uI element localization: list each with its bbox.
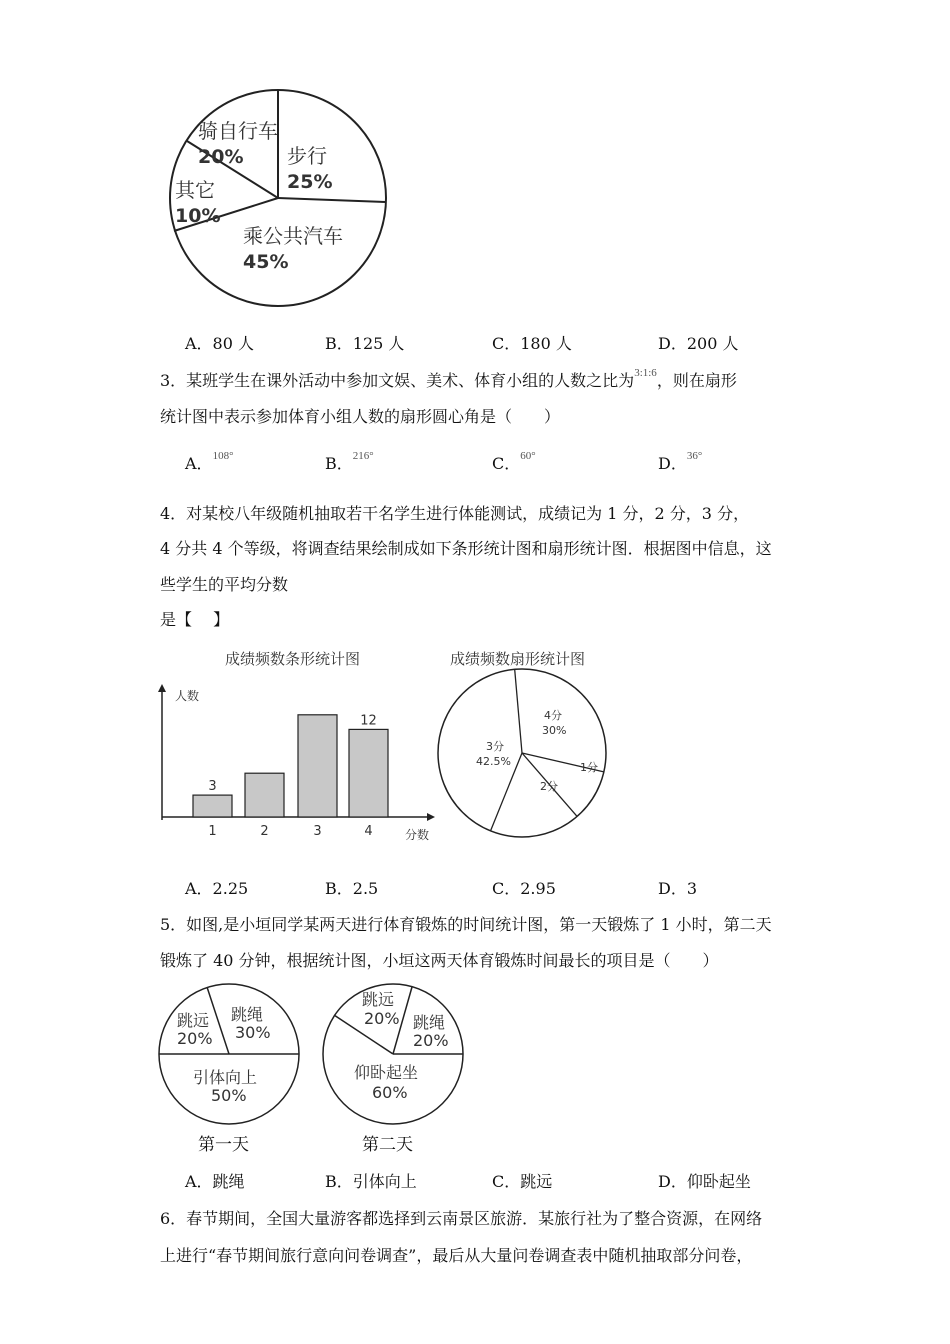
q3-option-c[interactable] xyxy=(492,450,536,477)
q3-ratio: 3:1:6 xyxy=(634,367,657,379)
q2-slice-pct-other: 10% xyxy=(175,205,221,227)
day2-slice-label: 跳绳 xyxy=(413,1013,446,1032)
day2-slice-pct: 60% xyxy=(372,1083,408,1102)
bar-1 xyxy=(193,795,232,817)
pie-chart-title: 成绩频数扇形统计图 xyxy=(450,650,586,668)
day2-slice-label: 仰卧起坐 xyxy=(354,1063,419,1082)
q3-question-line2: 统计图中表示参加体育小组人数的扇形圆心角是（ ） xyxy=(160,407,561,426)
q3-option-value: 108° xyxy=(212,450,234,462)
q5-day2-caption: 第二天 xyxy=(362,1135,413,1155)
bar-4 xyxy=(349,729,388,817)
x-tick-label: 2 xyxy=(260,824,269,839)
x-tick-label: 1 xyxy=(208,824,217,839)
q3-text: 3．某班学生在课外活动中参加文娱、美术、体育小组的人数之比为 xyxy=(160,371,635,390)
q2-pie-chart xyxy=(165,85,395,315)
day1-slice-label: 跳绳 xyxy=(231,1005,264,1024)
day2-slice-pct: 20% xyxy=(364,1009,400,1028)
q3-option-value: 216° xyxy=(352,450,374,462)
q5-day1-caption: 第一天 xyxy=(198,1135,249,1155)
q2-option-c[interactable]: C．180 人 xyxy=(492,334,572,353)
q3-option-letter: D． xyxy=(658,454,687,473)
q5-option-a[interactable]: A．跳绳 xyxy=(185,1172,245,1191)
q5-option-d[interactable]: D．仰卧起坐 xyxy=(658,1172,751,1191)
score-pie-label: 4分 xyxy=(544,709,562,722)
score-pie-label: 30% xyxy=(542,724,567,737)
q6-question-line2: 上进行“春节期间旅行意向问卷调查”，最后从大量问卷调查表中随机抽取部分问卷， xyxy=(160,1246,753,1265)
q5-question-line2: 锻炼了 40 分钟，根据统计图，小垣这两天体育锻炼时间最长的项目是（ ） xyxy=(160,951,719,970)
q2-slice-label-bus: 乘公共汽车 xyxy=(243,224,343,248)
day1-slice-pct: 50% xyxy=(211,1086,247,1105)
q4-question-line4: 是【 】 xyxy=(160,610,230,629)
q2-slice-label-walk: 步行 xyxy=(287,144,327,168)
x-axis-label: 分数 xyxy=(405,828,430,842)
q3-option-letter: B． xyxy=(325,454,353,473)
day1-slice-label: 跳远 xyxy=(177,1011,210,1030)
q2-slice-label-bike: 骑自行车 xyxy=(198,119,278,143)
q4-option-c[interactable]: C．2.95 xyxy=(492,879,556,898)
q4-option-a[interactable]: A．2.25 xyxy=(185,879,249,898)
q2-option-d[interactable]: D．200 人 xyxy=(658,334,739,353)
q6-question-line1: 6．春节期间，全国大量游客都选择到云南景区旅游．某旅行社为了整合资源，在网络 xyxy=(160,1209,763,1228)
q4-question-line2: 4 分共 4 个等级，将调查结果绘制成如下条形统计图和扇形统计图．根据图中信息，这 xyxy=(160,539,772,558)
q3-option-a[interactable] xyxy=(185,450,234,477)
day1-slice-label: 引体向上 xyxy=(193,1068,258,1087)
q3-option-letter: A． xyxy=(185,454,213,473)
q2-option-b[interactable]: B．125 人 xyxy=(325,334,405,353)
bar-2 xyxy=(245,773,284,817)
score-pie-label: 2分 xyxy=(540,780,558,793)
q4-pie-chart xyxy=(430,640,620,845)
score-pie-label: 42.5% xyxy=(476,755,511,768)
q2-slice-pct-bike: 20% xyxy=(198,146,244,168)
x-tick-label: 4 xyxy=(364,824,373,839)
q5-question-line1: 5．如图,是小垣同学某两天进行体育锻炼的时间统计图，第一天锻炼了 1 小时，第二天 xyxy=(160,915,772,934)
day2-slice-pct: 20% xyxy=(413,1031,449,1050)
q2-slice-pct-bus: 45% xyxy=(243,251,289,273)
q5-day2-pie xyxy=(320,980,470,1130)
day1-slice-pct: 20% xyxy=(177,1029,213,1048)
q3-option-value: 60° xyxy=(520,450,536,462)
q3-option-d[interactable] xyxy=(658,450,703,477)
q4-question-line3: 些学生的平均分数 xyxy=(160,575,289,594)
q3-option-letter: C． xyxy=(492,454,521,473)
q3-question-line1 xyxy=(160,367,737,394)
q5-option-c[interactable]: C．跳远 xyxy=(492,1172,553,1191)
q3-option-value: 36° xyxy=(686,450,703,462)
bar-3 xyxy=(298,715,337,817)
q5-day1-pie xyxy=(155,980,305,1130)
bar-data-label: 12 xyxy=(360,713,377,729)
q4-question-line1: 4．对某校八年级随机抽取若干名学生进行体能测试，成绩记为 1 分，2 分，3 分， xyxy=(160,504,750,523)
score-pie-label: 3分 xyxy=(486,740,504,753)
y-axis-label: 人数 xyxy=(175,689,200,703)
q4-option-d[interactable]: D．3 xyxy=(658,879,698,898)
q3-text-tail: ，则在扇形 xyxy=(656,371,737,390)
day1-slice-pct: 30% xyxy=(235,1023,271,1042)
bar-data-label: 3 xyxy=(208,779,217,795)
q4-bar-chart xyxy=(155,640,445,845)
q2-slice-pct-walk: 25% xyxy=(287,171,333,193)
q5-option-b[interactable]: B．引体向上 xyxy=(325,1172,417,1191)
score-pie-label: 1分 xyxy=(580,761,598,774)
q4-option-b[interactable]: B．2.5 xyxy=(325,879,379,898)
day2-slice-label: 跳远 xyxy=(362,990,395,1009)
q2-slice-label-other: 其它 xyxy=(175,178,215,202)
y-axis-arrow xyxy=(158,684,166,692)
q2-option-a[interactable]: A．80 人 xyxy=(185,334,255,353)
q3-option-b[interactable] xyxy=(325,450,374,477)
x-tick-label: 3 xyxy=(313,824,322,839)
bar-chart-title: 成绩频数条形统计图 xyxy=(225,650,361,668)
